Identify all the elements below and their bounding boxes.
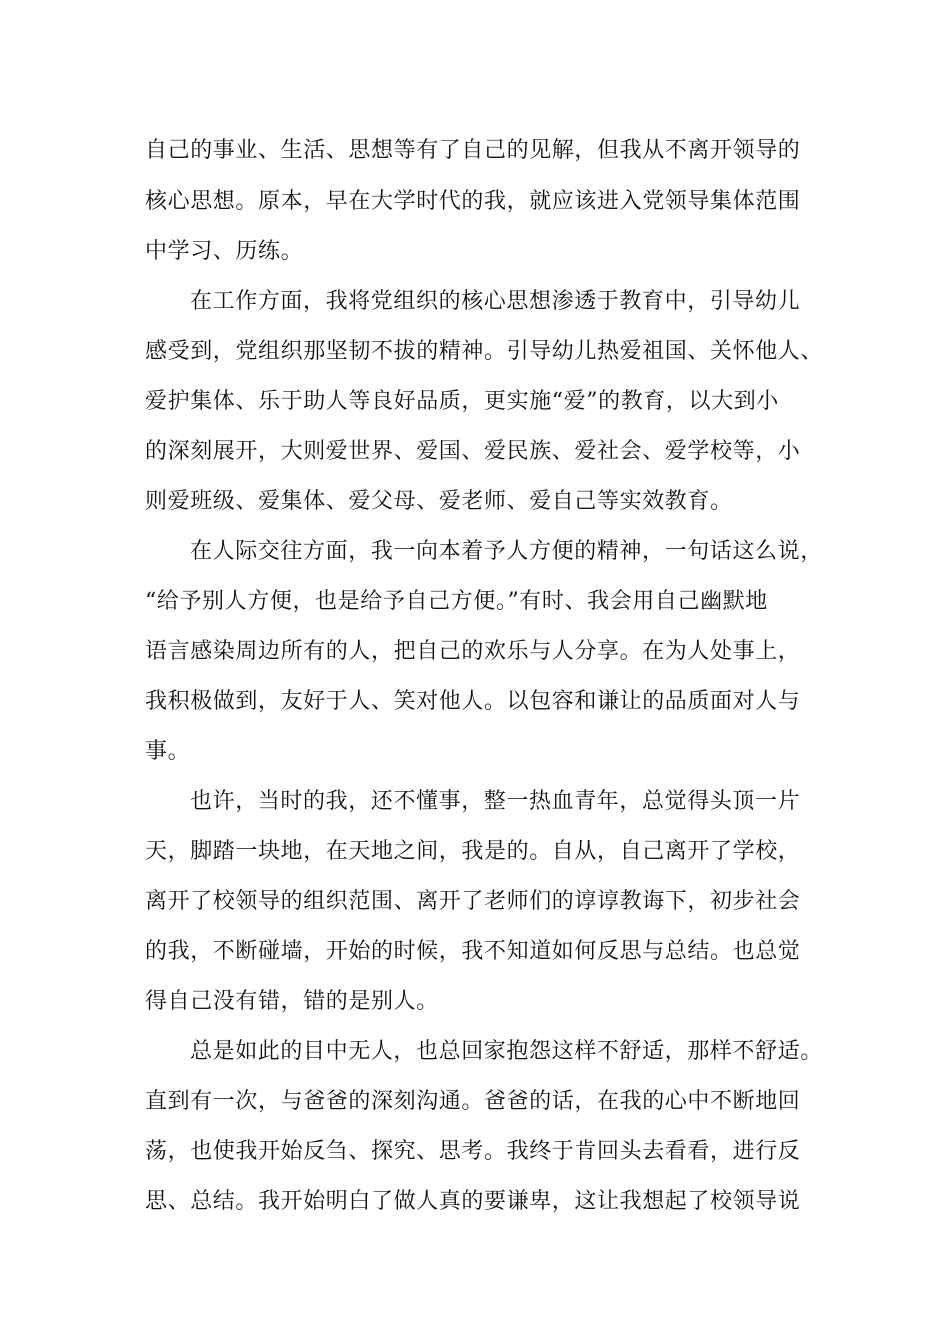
text-line: 离开了校领导的组织范围、离开了老师们的谆谆教诲下，初步社会: [145, 889, 801, 914]
text-line: 则爱班级、爱集体、爱父母、爱老师、爱自己等实效教育。: [145, 489, 733, 514]
text-line: 也许，当时的我，还不懂事，整一热血青年，总觉得头顶一片: [190, 789, 801, 814]
text-line: 爱护集体、乐于助人等良好品质，更实施“爱”的教育，以大到小: [145, 389, 779, 414]
text-line: 语言感染周边所有的人，把自己的欢乐与人分享。在为人处事上，: [145, 639, 801, 664]
text-line: 事。: [145, 739, 191, 764]
text-line: 得自己没有错，错的是别人。: [145, 989, 439, 1014]
text-line: 的深刻展开，大则爱世界、爱国、爱民族、爱社会、爱学校等，小: [145, 439, 801, 464]
text-line: 在工作方面，我将党组织的核心思想渗透于教育中，引导幼儿: [190, 289, 801, 314]
text-line: 直到有一次，与爸爸的深刻沟通。爸爸的话，在我的心中不断地回: [145, 1089, 801, 1114]
text-line: 荡，也使我开始反刍、探究、思考。我终于肯回头去看看，进行反: [145, 1139, 801, 1164]
text-line: 我积极做到，友好于人、笑对他人。以包容和谦让的品质面对人与: [145, 689, 801, 714]
text-line: 在人际交往方面，我一向本着予人方便的精神，一句话这么说，: [190, 539, 823, 564]
text-line: 自己的事业、生活、思想等有了自己的见解，但我从不离开领导的: [145, 138, 801, 163]
text-line: “给予别人方便，也是给予自己方便。”有时、我会用自己幽默地: [145, 589, 768, 614]
text-line: 中学习、历练。: [145, 239, 304, 264]
text-line: 核心思想。原本，早在大学时代的我，就应该进入党领导集体范围: [145, 189, 801, 214]
text-line: 感受到，党组织那坚韧不拔的精神。引导幼儿热爱祖国、关怀他人、: [145, 339, 824, 364]
text-line: 思、总结。我开始明白了做人真的要谦卑，这让我想起了校领导说: [145, 1189, 801, 1214]
text-line: 总是如此的目中无人，也总回家抱怨这样不舒适，那样不舒适。: [190, 1039, 823, 1064]
text-line: 的我，不断碰墙，开始的时候，我不知道如何反思与总结。也总觉: [145, 939, 801, 964]
text-line: 天，脚踏一块地，在天地之间，我是的。自从，自己离开了学校，: [145, 839, 801, 864]
